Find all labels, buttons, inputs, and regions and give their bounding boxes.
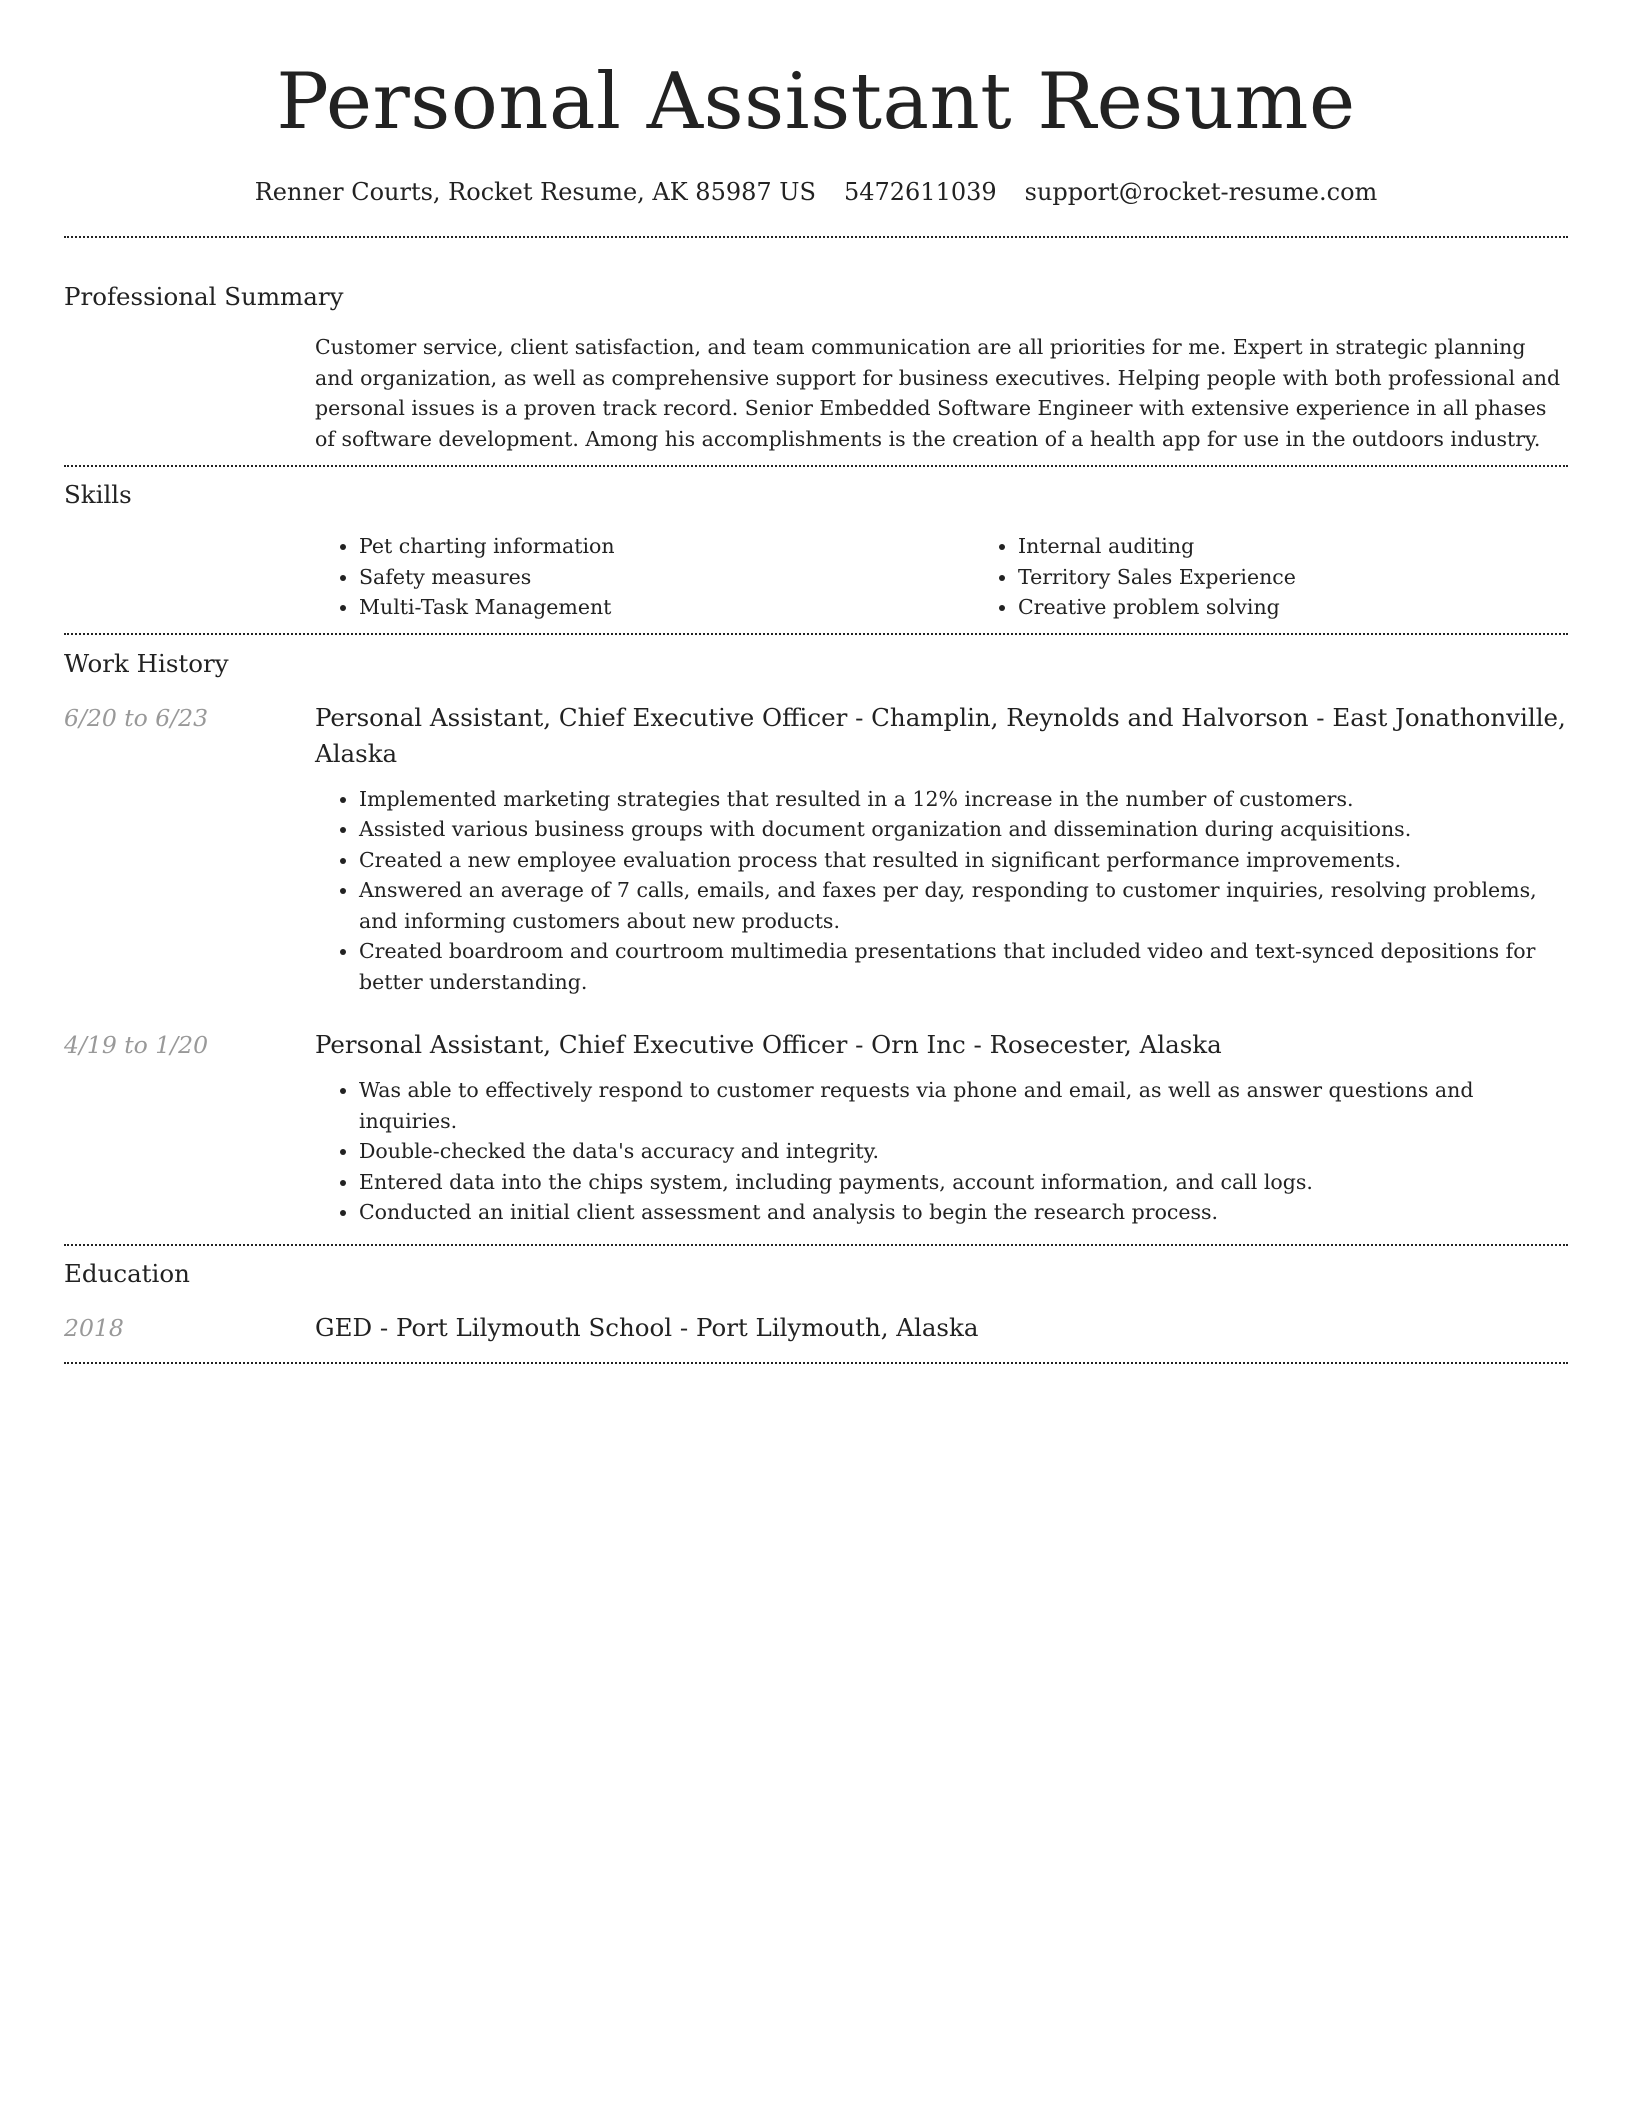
job-bullets: [315, 784, 1568, 998]
education-year: 2018: [64, 1313, 124, 1342]
contact-phone: 5472611039: [843, 178, 997, 206]
education-entry: [64, 1310, 1568, 1346]
summary-section: [64, 281, 1568, 454]
job-bullet: • Assisted various business groups with document organization and dissemination during acquisitions.: [359, 814, 1568, 845]
skills-list-right: [974, 531, 1632, 623]
contact-address: Renner Courts, Rocket Resume, AK 85987 US: [254, 178, 816, 206]
skill-item: • Pet charting information: [359, 531, 974, 562]
skill-item: • Safety measures: [359, 562, 974, 593]
summary-gutter: [64, 332, 315, 454]
section-title-skills: Skills: [64, 480, 132, 509]
job-bullet: • Entered data into the chips system, including payments, account information, and call logs.: [359, 1167, 1568, 1198]
divider: [64, 1244, 1568, 1246]
divider: [64, 633, 1568, 635]
job-dates: 6/20 to 6/23: [64, 703, 209, 732]
resume-title: Personal Assistant Resume: [276, 57, 1356, 147]
job-entry: [64, 700, 1568, 998]
section-title-education: Education: [64, 1258, 190, 1288]
divider: [64, 465, 1568, 467]
job-bullet: • Was able to effectively respond to customer requests via phone and email, as well as answer questions and inquiries.: [359, 1075, 1568, 1136]
job-role: Personal Assistant, Chief Executive Officer: [315, 1030, 848, 1059]
summary-text: Customer service, client satisfaction, and team communication are all priorities for me. Expert in strategic planning and organization, as well as comprehensive support for business executives. Helping people with both professional and personal issues is a proven track record. Senior Embedded Software Engineer with extensive experience in all phases of software development. Among his accomplishments is the creation of a health app for use in the outdoors industry.: [315, 335, 1561, 451]
job-bullet: • Implemented marketing strategies that resulted in a 12% increase in the number of customers.: [359, 784, 1568, 815]
skills-gutter: [64, 531, 315, 623]
skill-item: • Internal auditing: [1018, 531, 1632, 562]
job-bullets: [315, 1075, 1568, 1228]
skill-item: • Territory Sales Experience: [1018, 562, 1632, 593]
skills-section: [64, 479, 1568, 623]
education-section: [64, 1258, 1568, 1346]
job-bullet: • Double-checked the data's accuracy and integrity.: [359, 1136, 1568, 1167]
job-bullet: • Conducted an initial client assessment and analysis to begin the research process.: [359, 1197, 1568, 1228]
contact-email: support@rocket-resume.com: [1024, 178, 1378, 206]
job-title: [315, 700, 1568, 772]
job-entry: [64, 1027, 1568, 1228]
job-title: [315, 1027, 1568, 1063]
job-details: - Champlin, Reynolds and Halvorson - East Jonathonville, Alaska: [315, 702, 1566, 768]
job-dates: 4/19 to 1/20: [64, 1031, 209, 1059]
section-title-summary: Professional Summary: [64, 282, 344, 311]
education-details: GED - Port Lilymouth School - Port Lilymouth, Alaska: [315, 1312, 979, 1342]
contact-line: [64, 174, 1568, 210]
divider: [64, 236, 1568, 238]
skill-item: • Multi-Task Management: [359, 592, 974, 623]
section-title-work: Work History: [64, 648, 229, 678]
skill-item: • Creative problem solving: [1018, 592, 1632, 623]
divider: [64, 1362, 1568, 1364]
job-bullet: • Created a new employee evaluation process that resulted in significant performance improvements.: [359, 845, 1568, 876]
job-role: Personal Assistant, Chief Executive Officer: [315, 702, 848, 732]
skills-list-left: [315, 531, 974, 623]
job-bullet: • Created boardroom and courtroom multimedia presentations that included video and text-synced depositions for better understanding.: [359, 936, 1568, 997]
job-bullet: • Answered an average of 7 calls, emails, and faxes per day, responding to customer inquiries, resolving problems, and informing customers about new products.: [359, 875, 1568, 936]
job-details: - Orn Inc - Rosecester, Alaska: [847, 1030, 1222, 1059]
work-section: [64, 648, 1568, 1228]
